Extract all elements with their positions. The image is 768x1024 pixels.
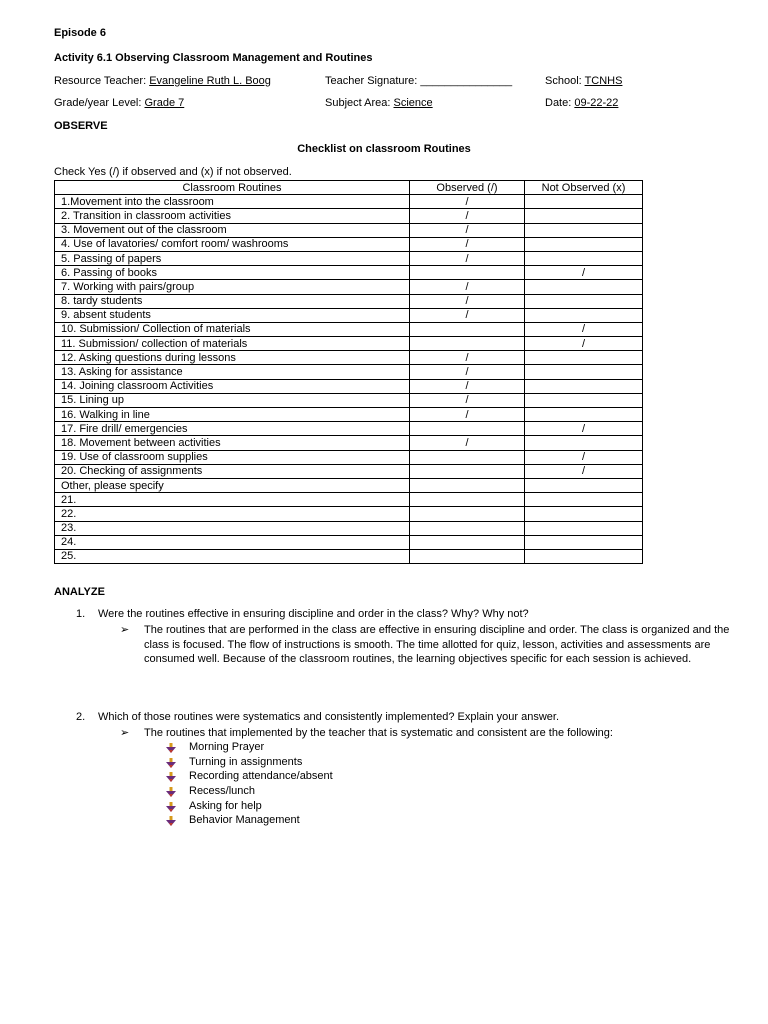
not-observed-cell [525, 223, 643, 237]
not-observed-cell [525, 308, 643, 322]
observed-cell: / [410, 408, 525, 422]
routine-cell: 14. Joining classroom Activities [55, 379, 410, 393]
table-row [55, 507, 643, 521]
answer-2-text: The routines that implemented by the teacher that is systematic and consistent are the following: [144, 727, 613, 739]
observed-cell: / [410, 379, 525, 393]
not-observed-cell: / [525, 266, 643, 280]
observed-cell: / [410, 251, 525, 265]
routine-cell: 7. Working with pairs/group [55, 280, 410, 294]
not-observed-cell [525, 237, 643, 251]
question-1-number: 1. [76, 608, 86, 620]
not-observed-cell [525, 365, 643, 379]
routine-cell: 13. Asking for assistance [55, 365, 410, 379]
arrow-bullet-icon: ➢ [120, 624, 130, 636]
arrow-down-bullet-icon [166, 816, 176, 826]
observed-cell [410, 535, 525, 549]
arrow-bullet-icon: ➢ [120, 727, 130, 739]
not-observed-cell [525, 280, 643, 294]
table-row [55, 237, 643, 251]
observed-cell: / [410, 195, 525, 209]
routine-cell: 2. Transition in classroom activities [55, 209, 410, 223]
routine-cell: 24. [55, 535, 410, 549]
routine-cell: 16. Walking in line [55, 408, 410, 422]
routines-checklist-table [54, 180, 643, 564]
table-row [55, 223, 643, 237]
routine-cell: 4. Use of lavatories/ comfort room/ washrooms [55, 237, 410, 251]
table-row [55, 266, 643, 280]
table-row [55, 322, 643, 336]
arrow-down-bullet-icon [166, 743, 176, 753]
routine-cell: 3. Movement out of the classroom [55, 223, 410, 237]
routine-cell: 17. Fire drill/ emergencies [55, 422, 410, 436]
grade-label: Grade/year Level: [54, 97, 145, 109]
list-item-label: Behavior Management [189, 814, 300, 827]
not-observed-cell [525, 436, 643, 450]
observed-cell: / [410, 280, 525, 294]
not-observed-cell [525, 251, 643, 265]
teacher-signature-line: _______________ [420, 75, 513, 87]
not-observed-cell [525, 535, 643, 549]
not-observed-cell [525, 379, 643, 393]
not-observed-cell [525, 493, 643, 507]
observed-cell: / [410, 351, 525, 365]
header-observed: Observed (/) [410, 181, 525, 195]
table-row [55, 294, 643, 308]
checklist-title: Checklist on classroom Routines [297, 143, 471, 155]
routine-cell: 20. Checking of assignments [55, 464, 410, 478]
routine-cell: 15. Lining up [55, 393, 410, 407]
question-2-text: Which of those routines were systematics and consistently implemented? Explain your answer. [98, 711, 559, 723]
question-1-text: Were the routines effective in ensuring discipline and order in the class? Why? Why not? [98, 608, 529, 620]
table-header-row [55, 181, 643, 195]
observed-cell: / [410, 308, 525, 322]
date-field [545, 97, 618, 109]
routine-cell: 10. Submission/ Collection of materials [55, 322, 410, 336]
arrow-down-bullet-icon [166, 802, 176, 812]
arrow-down-bullet-icon [166, 787, 176, 797]
observed-cell: / [410, 223, 525, 237]
list-item-label: Turning in assignments [189, 755, 303, 768]
observed-cell: / [410, 209, 525, 223]
activity-title: Activity 6.1 Observing Classroom Management and Routines [54, 52, 373, 64]
teacher-signature-field [325, 75, 512, 87]
not-observed-cell: / [525, 337, 643, 351]
observed-cell [410, 337, 525, 351]
table-row [55, 393, 643, 407]
subject-value: Science [393, 97, 433, 109]
observed-cell [410, 478, 525, 492]
observed-cell [410, 549, 525, 563]
observed-cell: / [410, 237, 525, 251]
observed-cell [410, 521, 525, 535]
table-row [55, 308, 643, 322]
routine-cell: 1.Movement into the classroom [55, 195, 410, 209]
table-row [55, 478, 643, 492]
observed-cell: / [410, 365, 525, 379]
not-observed-cell [525, 549, 643, 563]
arrow-down-bullet-icon [166, 772, 176, 782]
not-observed-cell [525, 521, 643, 535]
observe-heading: OBSERVE [54, 120, 108, 132]
routine-cell: 9. absent students [55, 308, 410, 322]
school-label: School: [545, 75, 585, 87]
table-row [55, 521, 643, 535]
observed-cell [410, 493, 525, 507]
answer-1-text: The routines that are performed in the class are effective in ensuring discipline and order. The class is organized and the class is focused. The flow of instructions is smooth. The time allotted for quiz, lesson, activities and assessments are consumed well. Because of the classroom routines, the learning objectives specific for each session is achieved. [144, 624, 730, 666]
grade-field [54, 97, 184, 109]
not-observed-cell [525, 393, 643, 407]
not-observed-cell [525, 195, 643, 209]
routine-cell: 22. [55, 507, 410, 521]
list-item-label: Recess/lunch [189, 785, 256, 798]
resource-teacher-field [54, 75, 271, 87]
observed-cell [410, 322, 525, 336]
observed-cell [410, 266, 525, 280]
table-row [55, 535, 643, 549]
analyze-heading: ANALYZE [54, 586, 105, 598]
not-observed-cell: / [525, 450, 643, 464]
not-observed-cell [525, 294, 643, 308]
resource-teacher-label: Resource Teacher: [54, 75, 150, 87]
resource-teacher-value: Evangeline Ruth L. Boog [149, 75, 271, 87]
observed-cell [410, 422, 525, 436]
not-observed-cell [525, 408, 643, 422]
table-row [55, 422, 643, 436]
list-item-label: Recording attendance/absent [189, 770, 333, 783]
observed-cell: / [410, 393, 525, 407]
observed-cell: / [410, 294, 525, 308]
subject-label: Subject Area: [325, 97, 394, 109]
episode-label: Episode 6 [54, 27, 106, 39]
table-row [55, 251, 643, 265]
school-field [545, 75, 622, 87]
arrow-down-bullet-icon [166, 758, 176, 768]
routine-cell: Other, please specify [55, 478, 410, 492]
table-row [55, 379, 643, 393]
list-item-label: Asking for help [189, 799, 262, 812]
table-row [55, 209, 643, 223]
not-observed-cell: / [525, 464, 643, 478]
date-value: 09-22-22 [574, 97, 619, 109]
grade-value: Grade 7 [144, 97, 185, 109]
routine-cell: 5. Passing of papers [55, 251, 410, 265]
observed-cell [410, 450, 525, 464]
checklist-instruction: Check Yes (/) if observed and (x) if not observed. [54, 166, 292, 178]
routine-cell: 21. [55, 493, 410, 507]
list-item-label: Morning Prayer [189, 741, 265, 753]
not-observed-cell [525, 478, 643, 492]
header-routines: Classroom Routines [55, 181, 410, 195]
table-row [55, 493, 643, 507]
not-observed-cell: / [525, 322, 643, 336]
question-2-number: 2. [76, 711, 86, 723]
routine-cell: 6. Passing of books [55, 266, 410, 280]
table-row [55, 351, 643, 365]
subject-field [325, 97, 433, 109]
teacher-signature-label: Teacher Signature: [325, 75, 421, 87]
observed-cell: / [410, 436, 525, 450]
table-row [55, 408, 643, 422]
not-observed-cell [525, 209, 643, 223]
table-row [55, 195, 643, 209]
routine-cell: 23. [55, 521, 410, 535]
not-observed-cell [525, 351, 643, 365]
table-row [55, 337, 643, 351]
routine-cell: 18. Movement between activities [55, 436, 410, 450]
table-row [55, 365, 643, 379]
observed-cell [410, 507, 525, 521]
table-row [55, 464, 643, 478]
date-label: Date: [545, 97, 575, 109]
table-row [55, 280, 643, 294]
routine-cell: 12. Asking questions during lessons [55, 351, 410, 365]
routine-cell: 19. Use of classroom supplies [55, 450, 410, 464]
table-row [55, 549, 643, 563]
header-not-observed: Not Observed (x) [525, 181, 643, 195]
routine-cell: 25. [55, 549, 410, 563]
not-observed-cell: / [525, 422, 643, 436]
table-row [55, 436, 643, 450]
routine-cell: 8. tardy students [55, 294, 410, 308]
observed-cell [410, 464, 525, 478]
table-row [55, 450, 643, 464]
not-observed-cell [525, 507, 643, 521]
school-value: TCNHS [584, 75, 623, 87]
routine-cell: 11. Submission/ collection of materials [55, 337, 410, 351]
